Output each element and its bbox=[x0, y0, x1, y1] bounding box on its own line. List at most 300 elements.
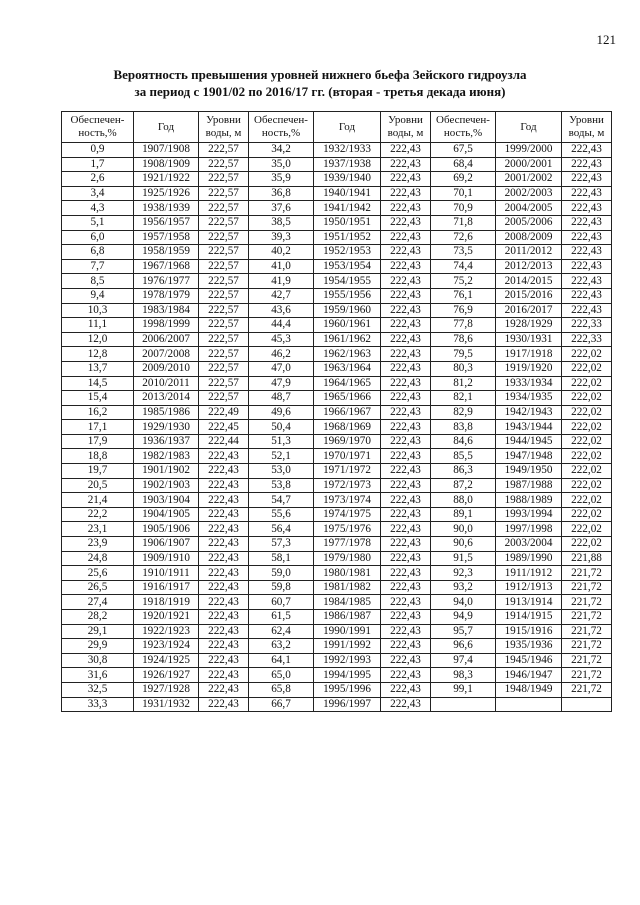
year-cell: 1972/1973 bbox=[314, 478, 381, 493]
table-row bbox=[62, 449, 612, 464]
probability-cell: 85,5 bbox=[431, 449, 496, 464]
table-row bbox=[62, 318, 612, 333]
level-cell: 222,43 bbox=[199, 668, 249, 683]
year-cell: 1938/1939 bbox=[134, 201, 199, 216]
year-cell: 1963/1964 bbox=[314, 361, 381, 376]
year-cell: 1975/1976 bbox=[314, 522, 381, 537]
probability-cell: 8,5 bbox=[62, 274, 134, 289]
probability-cell: 90,0 bbox=[431, 522, 496, 537]
probability-cell: 7,7 bbox=[62, 259, 134, 274]
probability-cell: 90,6 bbox=[431, 537, 496, 552]
year-cell: 1957/1958 bbox=[134, 230, 199, 245]
page-number: 121 bbox=[596, 32, 616, 47]
level-cell bbox=[562, 697, 612, 712]
probability-cell: 33,3 bbox=[62, 697, 134, 712]
year-cell: 1965/1966 bbox=[314, 391, 381, 406]
probability-cell: 19,7 bbox=[62, 464, 134, 479]
probability-cell: 30,8 bbox=[62, 653, 134, 668]
level-cell: 222,57 bbox=[199, 347, 249, 362]
header-level: Уровни воды, м bbox=[381, 112, 431, 143]
level-cell: 222,43 bbox=[381, 274, 431, 289]
year-cell: 1912/1913 bbox=[496, 580, 562, 595]
level-cell: 222,43 bbox=[199, 507, 249, 522]
level-cell: 222,57 bbox=[199, 230, 249, 245]
probability-cell: 44,4 bbox=[249, 318, 314, 333]
level-cell: 222,57 bbox=[199, 391, 249, 406]
level-cell: 222,43 bbox=[381, 537, 431, 552]
table-row bbox=[62, 493, 612, 508]
probability-cell: 64,1 bbox=[249, 653, 314, 668]
probability-cell: 43,6 bbox=[249, 303, 314, 318]
year-cell: 2005/2006 bbox=[496, 215, 562, 230]
probability-cell: 97,4 bbox=[431, 653, 496, 668]
year-cell: 1918/1919 bbox=[134, 595, 199, 610]
year-cell: 2009/2010 bbox=[134, 361, 199, 376]
page-title bbox=[0, 66, 640, 100]
probability-cell: 73,5 bbox=[431, 245, 496, 260]
level-cell: 221,72 bbox=[562, 566, 612, 581]
table-row bbox=[62, 274, 612, 289]
level-cell: 222,43 bbox=[381, 551, 431, 566]
year-cell: 1967/1968 bbox=[134, 259, 199, 274]
level-cell: 222,43 bbox=[381, 186, 431, 201]
level-cell: 222,43 bbox=[199, 478, 249, 493]
table-row bbox=[62, 332, 612, 347]
level-cell: 222,43 bbox=[381, 493, 431, 508]
year-cell: 2014/2015 bbox=[496, 274, 562, 289]
level-cell: 222,02 bbox=[562, 493, 612, 508]
probability-cell: 14,5 bbox=[62, 376, 134, 391]
probability-cell: 96,6 bbox=[431, 639, 496, 654]
level-cell: 222,43 bbox=[199, 522, 249, 537]
year-cell: 1913/1914 bbox=[496, 595, 562, 610]
level-cell: 222,43 bbox=[381, 420, 431, 435]
year-cell: 1996/1997 bbox=[314, 697, 381, 712]
level-cell: 222,43 bbox=[199, 639, 249, 654]
level-cell: 222,43 bbox=[381, 347, 431, 362]
probability-cell: 0,9 bbox=[62, 143, 134, 158]
level-cell: 222,57 bbox=[199, 318, 249, 333]
level-cell: 222,02 bbox=[562, 434, 612, 449]
level-cell: 222,43 bbox=[381, 566, 431, 581]
table-row bbox=[62, 172, 612, 187]
table-row bbox=[62, 639, 612, 654]
probability-cell: 10,3 bbox=[62, 303, 134, 318]
probability-cell: 38,5 bbox=[249, 215, 314, 230]
probability-cell: 89,1 bbox=[431, 507, 496, 522]
table-row bbox=[62, 668, 612, 683]
level-cell: 222,43 bbox=[562, 274, 612, 289]
probability-cell: 91,5 bbox=[431, 551, 496, 566]
probability-cell: 31,6 bbox=[62, 668, 134, 683]
year-cell: 2003/2004 bbox=[496, 537, 562, 552]
year-cell: 1948/1949 bbox=[496, 682, 562, 697]
table-row bbox=[62, 420, 612, 435]
level-cell: 222,57 bbox=[199, 215, 249, 230]
table-row bbox=[62, 143, 612, 158]
level-cell: 222,02 bbox=[562, 507, 612, 522]
level-cell: 222,02 bbox=[562, 391, 612, 406]
probability-cell: 6,0 bbox=[62, 230, 134, 245]
year-cell: 1929/1930 bbox=[134, 420, 199, 435]
probability-cell: 37,6 bbox=[249, 201, 314, 216]
level-cell: 222,02 bbox=[562, 361, 612, 376]
level-cell: 222,43 bbox=[199, 551, 249, 566]
probability-cell: 49,6 bbox=[249, 405, 314, 420]
level-cell: 222,43 bbox=[381, 201, 431, 216]
year-cell: 1914/1915 bbox=[496, 610, 562, 625]
table-row bbox=[62, 303, 612, 318]
table-row bbox=[62, 361, 612, 376]
year-cell: 1944/1945 bbox=[496, 434, 562, 449]
year-cell: 1945/1946 bbox=[496, 653, 562, 668]
year-cell: 1976/1977 bbox=[134, 274, 199, 289]
probability-cell: 24,8 bbox=[62, 551, 134, 566]
probability-cell: 76,1 bbox=[431, 288, 496, 303]
year-cell: 1987/1988 bbox=[496, 478, 562, 493]
probability-cell: 32,5 bbox=[62, 682, 134, 697]
year-cell: 2016/2017 bbox=[496, 303, 562, 318]
level-cell: 222,43 bbox=[381, 361, 431, 376]
year-cell: 1995/1996 bbox=[314, 682, 381, 697]
level-cell: 222,33 bbox=[562, 332, 612, 347]
probability-cell: 47,9 bbox=[249, 376, 314, 391]
level-cell: 222,57 bbox=[199, 361, 249, 376]
probability-cell: 60,7 bbox=[249, 595, 314, 610]
level-cell: 221,72 bbox=[562, 624, 612, 639]
year-cell: 1988/1989 bbox=[496, 493, 562, 508]
level-cell: 222,57 bbox=[199, 259, 249, 274]
table-row bbox=[62, 610, 612, 625]
probability-cell: 5,1 bbox=[62, 215, 134, 230]
level-cell: 222,43 bbox=[562, 143, 612, 158]
level-cell: 222,43 bbox=[381, 391, 431, 406]
year-cell: 1992/1993 bbox=[314, 653, 381, 668]
table-body bbox=[62, 143, 612, 712]
probability-cell: 78,6 bbox=[431, 332, 496, 347]
year-cell: 2007/2008 bbox=[134, 347, 199, 362]
level-cell: 222,43 bbox=[199, 580, 249, 595]
year-cell: 1949/1950 bbox=[496, 464, 562, 479]
level-cell: 222,43 bbox=[562, 157, 612, 172]
probability-cell: 6,8 bbox=[62, 245, 134, 260]
level-cell: 222,43 bbox=[199, 493, 249, 508]
probability-cell: 17,1 bbox=[62, 420, 134, 435]
probability-cell: 41,0 bbox=[249, 259, 314, 274]
level-cell: 222,02 bbox=[562, 376, 612, 391]
level-cell: 222,44 bbox=[199, 434, 249, 449]
probability-cell: 16,2 bbox=[62, 405, 134, 420]
probability-cell: 65,8 bbox=[249, 682, 314, 697]
probability-cell: 13,7 bbox=[62, 361, 134, 376]
year-cell: 1902/1903 bbox=[134, 478, 199, 493]
year-cell: 1933/1934 bbox=[496, 376, 562, 391]
level-cell: 222,43 bbox=[381, 376, 431, 391]
table-row bbox=[62, 653, 612, 668]
level-cell: 222,43 bbox=[381, 143, 431, 158]
year-cell: 1936/1937 bbox=[134, 434, 199, 449]
level-cell: 222,57 bbox=[199, 376, 249, 391]
probability-cell: 57,3 bbox=[249, 537, 314, 552]
level-cell: 222,02 bbox=[562, 464, 612, 479]
year-cell: 1952/1953 bbox=[314, 245, 381, 260]
probability-cell: 72,6 bbox=[431, 230, 496, 245]
year-cell: 1977/1978 bbox=[314, 537, 381, 552]
year-cell: 2006/2007 bbox=[134, 332, 199, 347]
level-cell: 221,72 bbox=[562, 653, 612, 668]
probability-cell: 35,0 bbox=[249, 157, 314, 172]
level-cell: 222,02 bbox=[562, 478, 612, 493]
year-cell: 2004/2005 bbox=[496, 201, 562, 216]
probability-cell: 2,6 bbox=[62, 172, 134, 187]
probability-cell: 62,4 bbox=[249, 624, 314, 639]
table-row bbox=[62, 507, 612, 522]
level-cell: 222,43 bbox=[199, 610, 249, 625]
year-cell: 2001/2002 bbox=[496, 172, 562, 187]
probability-cell: 92,3 bbox=[431, 566, 496, 581]
table-row bbox=[62, 478, 612, 493]
probability-cell: 18,8 bbox=[62, 449, 134, 464]
year-cell: 1904/1905 bbox=[134, 507, 199, 522]
year-cell: 1941/1942 bbox=[314, 201, 381, 216]
year-cell: 1968/1969 bbox=[314, 420, 381, 435]
level-cell: 222,43 bbox=[199, 464, 249, 479]
year-cell: 1962/1963 bbox=[314, 347, 381, 362]
level-cell: 222,43 bbox=[562, 186, 612, 201]
table-row bbox=[62, 551, 612, 566]
table-row bbox=[62, 288, 612, 303]
header-probability: Обеспечен- ность,% bbox=[62, 112, 134, 143]
level-cell: 222,43 bbox=[381, 259, 431, 274]
year-cell: 1974/1975 bbox=[314, 507, 381, 522]
probability-cell: 69,2 bbox=[431, 172, 496, 187]
year-cell: 1909/1910 bbox=[134, 551, 199, 566]
year-cell: 1930/1931 bbox=[496, 332, 562, 347]
level-cell: 222,02 bbox=[562, 405, 612, 420]
year-cell: 1966/1967 bbox=[314, 405, 381, 420]
level-cell: 222,43 bbox=[381, 434, 431, 449]
probability-cell: 48,7 bbox=[249, 391, 314, 406]
level-cell: 222,43 bbox=[199, 653, 249, 668]
table-row bbox=[62, 347, 612, 362]
year-cell: 1923/1924 bbox=[134, 639, 199, 654]
level-cell: 222,43 bbox=[381, 318, 431, 333]
probability-cell: 28,2 bbox=[62, 610, 134, 625]
level-cell: 222,33 bbox=[562, 318, 612, 333]
probability-cell: 17,9 bbox=[62, 434, 134, 449]
year-cell: 1951/1952 bbox=[314, 230, 381, 245]
year-cell: 1993/1994 bbox=[496, 507, 562, 522]
level-cell: 221,72 bbox=[562, 595, 612, 610]
year-cell: 2010/2011 bbox=[134, 376, 199, 391]
table-row bbox=[62, 624, 612, 639]
year-cell: 1998/1999 bbox=[134, 318, 199, 333]
year-cell: 1956/1957 bbox=[134, 215, 199, 230]
level-cell: 222,57 bbox=[199, 288, 249, 303]
year-cell: 1978/1979 bbox=[134, 288, 199, 303]
table-row bbox=[62, 186, 612, 201]
header-year: Год bbox=[314, 112, 381, 143]
level-cell: 222,57 bbox=[199, 186, 249, 201]
year-cell: 1961/1962 bbox=[314, 332, 381, 347]
year-cell: 1943/1944 bbox=[496, 420, 562, 435]
probability-cell: 12,0 bbox=[62, 332, 134, 347]
year-cell: 1903/1904 bbox=[134, 493, 199, 508]
level-cell: 222,43 bbox=[562, 245, 612, 260]
level-cell: 222,57 bbox=[199, 245, 249, 260]
header-level: Уровни воды, м bbox=[199, 112, 249, 143]
probability-cell: 9,4 bbox=[62, 288, 134, 303]
probability-cell: 53,0 bbox=[249, 464, 314, 479]
year-cell: 1911/1912 bbox=[496, 566, 562, 581]
probability-cell: 29,9 bbox=[62, 639, 134, 654]
level-cell: 222,43 bbox=[381, 668, 431, 683]
year-cell: 1927/1928 bbox=[134, 682, 199, 697]
probability-cell: 1,7 bbox=[62, 157, 134, 172]
level-cell: 222,43 bbox=[381, 288, 431, 303]
level-cell: 222,43 bbox=[381, 215, 431, 230]
header-probability: Обеспечен- ность,% bbox=[431, 112, 496, 143]
probability-cell: 79,5 bbox=[431, 347, 496, 362]
probability-cell: 82,9 bbox=[431, 405, 496, 420]
probability-cell: 99,1 bbox=[431, 682, 496, 697]
level-cell: 222,57 bbox=[199, 172, 249, 187]
year-cell: 2008/2009 bbox=[496, 230, 562, 245]
year-cell: 1985/1986 bbox=[134, 405, 199, 420]
level-cell: 222,57 bbox=[199, 157, 249, 172]
level-cell: 222,43 bbox=[381, 245, 431, 260]
year-cell: 1940/1941 bbox=[314, 186, 381, 201]
level-cell: 222,43 bbox=[381, 682, 431, 697]
probability-cell: 80,3 bbox=[431, 361, 496, 376]
level-cell: 222,43 bbox=[381, 405, 431, 420]
level-cell: 222,43 bbox=[562, 215, 612, 230]
level-cell: 222,02 bbox=[562, 537, 612, 552]
year-cell: 1969/1970 bbox=[314, 434, 381, 449]
year-cell: 1934/1935 bbox=[496, 391, 562, 406]
table-row bbox=[62, 230, 612, 245]
table-row bbox=[62, 376, 612, 391]
table-row bbox=[62, 464, 612, 479]
year-cell: 1973/1974 bbox=[314, 493, 381, 508]
year-cell: 1955/1956 bbox=[314, 288, 381, 303]
year-cell: 1901/1902 bbox=[134, 464, 199, 479]
probability-cell: 55,6 bbox=[249, 507, 314, 522]
probability-cell: 84,6 bbox=[431, 434, 496, 449]
level-cell: 222,57 bbox=[199, 274, 249, 289]
year-cell: 1939/1940 bbox=[314, 172, 381, 187]
header-level: Уровни воды, м bbox=[562, 112, 612, 143]
year-cell: 1946/1947 bbox=[496, 668, 562, 683]
table-row bbox=[62, 259, 612, 274]
probability-cell: 23,1 bbox=[62, 522, 134, 537]
level-cell: 222,43 bbox=[562, 288, 612, 303]
table-row bbox=[62, 405, 612, 420]
level-cell: 222,43 bbox=[381, 303, 431, 318]
level-cell: 221,72 bbox=[562, 610, 612, 625]
year-cell: 1906/1907 bbox=[134, 537, 199, 552]
probability-cell: 25,6 bbox=[62, 566, 134, 581]
level-cell: 222,02 bbox=[562, 449, 612, 464]
year-cell: 1942/1943 bbox=[496, 405, 562, 420]
year-cell: 1960/1961 bbox=[314, 318, 381, 333]
year-cell: 1971/1972 bbox=[314, 464, 381, 479]
level-cell: 222,57 bbox=[199, 303, 249, 318]
level-cell: 222,43 bbox=[562, 201, 612, 216]
year-cell: 1937/1938 bbox=[314, 157, 381, 172]
year-cell: 1928/1929 bbox=[496, 318, 562, 333]
level-cell: 222,43 bbox=[381, 478, 431, 493]
year-cell: 2013/2014 bbox=[134, 391, 199, 406]
probability-cell: 74,4 bbox=[431, 259, 496, 274]
probability-cell: 12,8 bbox=[62, 347, 134, 362]
year-cell: 1970/1971 bbox=[314, 449, 381, 464]
table-row bbox=[62, 215, 612, 230]
level-cell: 222,02 bbox=[562, 522, 612, 537]
level-cell: 222,43 bbox=[381, 522, 431, 537]
level-cell: 222,43 bbox=[381, 624, 431, 639]
year-cell: 1984/1985 bbox=[314, 595, 381, 610]
probability-cell: 15,4 bbox=[62, 391, 134, 406]
table-row bbox=[62, 434, 612, 449]
probability-cell: 65,0 bbox=[249, 668, 314, 683]
probability-cell: 68,4 bbox=[431, 157, 496, 172]
level-cell: 222,43 bbox=[381, 157, 431, 172]
table-row bbox=[62, 566, 612, 581]
level-cell: 221,72 bbox=[562, 580, 612, 595]
level-cell: 222,43 bbox=[199, 566, 249, 581]
probability-cell: 35,9 bbox=[249, 172, 314, 187]
probability-cell: 59,8 bbox=[249, 580, 314, 595]
probability-cell: 63,2 bbox=[249, 639, 314, 654]
year-cell: 1997/1998 bbox=[496, 522, 562, 537]
probability-cell: 4,3 bbox=[62, 201, 134, 216]
year-cell: 1922/1923 bbox=[134, 624, 199, 639]
table-row bbox=[62, 157, 612, 172]
level-cell: 222,43 bbox=[381, 464, 431, 479]
level-cell: 222,45 bbox=[199, 420, 249, 435]
year-cell: 1982/1983 bbox=[134, 449, 199, 464]
level-cell: 222,43 bbox=[562, 259, 612, 274]
probability-cell: 41,9 bbox=[249, 274, 314, 289]
probability-cell: 20,5 bbox=[62, 478, 134, 493]
probability-cell: 93,2 bbox=[431, 580, 496, 595]
probability-cell: 71,8 bbox=[431, 215, 496, 230]
probability-cell: 88,0 bbox=[431, 493, 496, 508]
title-line-2: за период с 1901/02 по 2016/17 гг. (вторая - третья декада июня) bbox=[134, 84, 506, 99]
header-year: Год bbox=[134, 112, 199, 143]
probability-cell: 50,4 bbox=[249, 420, 314, 435]
level-cell: 221,72 bbox=[562, 639, 612, 654]
year-cell: 1964/1965 bbox=[314, 376, 381, 391]
table-row bbox=[62, 595, 612, 610]
probability-cell: 94,0 bbox=[431, 595, 496, 610]
year-cell: 1931/1932 bbox=[134, 697, 199, 712]
probability-cell: 83,8 bbox=[431, 420, 496, 435]
probability-cell: 47,0 bbox=[249, 361, 314, 376]
year-cell: 1916/1917 bbox=[134, 580, 199, 595]
year-cell: 1999/2000 bbox=[496, 143, 562, 158]
probability-cell: 40,2 bbox=[249, 245, 314, 260]
level-cell: 222,43 bbox=[381, 697, 431, 712]
year-cell: 2002/2003 bbox=[496, 186, 562, 201]
probability-cell: 34,2 bbox=[249, 143, 314, 158]
probability-cell: 95,7 bbox=[431, 624, 496, 639]
year-cell: 1921/1922 bbox=[134, 172, 199, 187]
year-cell bbox=[496, 697, 562, 712]
year-cell: 1908/1909 bbox=[134, 157, 199, 172]
year-cell: 1919/1920 bbox=[496, 361, 562, 376]
